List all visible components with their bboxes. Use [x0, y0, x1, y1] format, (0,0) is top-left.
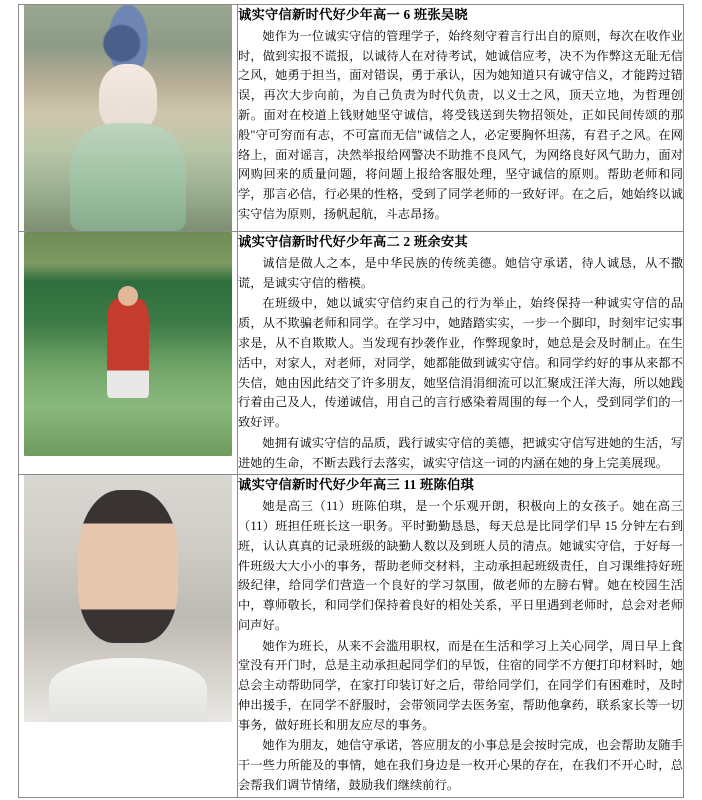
entry-paragraph: 她作为班长，从来不会滥用职权，而是在生活和学习上关心同学，周日早上食堂没有开门时，总是主动承担起同学们的早饭，住宿的同学不方便打印材料时，她总会主动帮助同学，在家打印装订好之后，带给同学们，在同学们有困难时，及时伸出援手，在同学不舒服时，会带领同学去医务室，帮助他拿药，联系家长等一切事务，做好班长和朋友应尽的事务。 — [238, 638, 683, 732]
entry-paragraph: 在班级中，她以诚实守信约束自己的行为举止，始终保持一种诚实守信的品质，从不欺骗老师和同学。在学习中，她踏踏实实，一步一个脚印，时刻牢记实事求是，从不自欺欺人。当发现有抄袭作业，作弊现象时，她总是会及时制止。在生活中，对家人，对老师，对同学，她都能做到诚实守信。和同学约好的事从来都不失信，她由因此结交了许多朋友，她坚信涓涓细流可以汇聚成汪洋大海，所以她践行着由己及人，传递诚信，用自己的言行感染着周围的每一个人，受到同学们的一致好评。 — [238, 296, 683, 430]
text-cell — [238, 5, 684, 232]
student-photo-chen-boqi — [24, 475, 232, 722]
photo-cell — [19, 475, 238, 797]
student-entries-table — [18, 4, 684, 798]
entry-title: 诚实守信新时代好少年高二 2 班余安其 — [238, 234, 468, 249]
entry-body — [238, 27, 683, 225]
entry-title: 诚实守信新时代好少年高一 6 班张吴晓 — [238, 7, 468, 22]
photo-cell — [19, 232, 238, 475]
student-photo-wu-xiao — [24, 5, 232, 231]
text-cell — [238, 475, 684, 797]
entry-body — [238, 497, 683, 795]
entry-title: 诚实守信新时代好少年高三 11 班陈伯琪 — [238, 477, 474, 493]
photo-cell — [19, 5, 238, 232]
entry-paragraph: 她拥有诚实守信的品质，践行诚实守信的美德，把诚实守信写进她的生活，写进她的生命，不断去践行去落实，诚实守信这一词的内涵在她的身上完美展现。 — [238, 435, 683, 470]
entry-body — [238, 254, 683, 473]
table-row — [19, 232, 684, 475]
entry-paragraph: 诚信是做人之本，是中华民族的传统美德。她信守承诺，待人诚恳，从不撒谎，是诚实守信的楷模。 — [238, 255, 683, 290]
entry-paragraph: 她作为朋友，她信守承诺，答应朋友的小事总是会按时完成，也会帮助友随手干一些力所能及的事情，她在我们身边是一枚开心果的存在，在我们不开心时，总会帮我们调节情绪，鼓励我们继续前行。 — [238, 738, 683, 793]
student-photo-yu-anqi — [24, 232, 232, 456]
table-row — [19, 475, 684, 797]
table-row — [19, 5, 684, 232]
entry-paragraph: 她是高三（11）班陈伯琪，是一个乐观开朗，积极向上的女孩子。她在高三（11）班担任班长这一职务。平时勤勤恳恳，每天总是比同学们早 15 分钟左右到班，认认真真的记录班级的缺勤人数以及到班人员的清点。她诚实守信，于好每一件班级大大小小的事务，帮助老师交材料，主动承担起班级责任，自习课维持好班级纪律，给同学们营造一个良好的学习氛围，做老师的左膀右臂。她在校园生活中，尊师敬长，和同学们保持着良好的相处关系，平日里遇到老师时，总会对老师问声好。 — [238, 499, 683, 632]
text-cell — [238, 232, 684, 475]
entry-paragraph: 她作为一位诚实守信的管理学子，始终刻守着言行出自的原则，每次在收作业时，做到实报不谎报，以诚待人在对待考试，她诚信应考，决不为作弊这无耻无信之风，她勇于担当，面对错误，勇于承认，因为她知道只有诚守信义，才能跨过错误，再次大步向前，为自己负责为时代负责，以义士之风，顶天立地，为哲理创新。面对在校道上钱财她坚守诚信，将受钱送到失物招领处，正如民间传颂的那般"守可穷而有志，不可富而无信"诚信之人，必定要胸怀坦荡，有君子之风。在网络上，面对谣言，决然举报给网警决不助推不良风气，为网络良好风气助力，面对网购回来的质量问题，将问题上报给客服处理，坚守诚信的原则。帮助老师和同学，那言必信，行必果的性格，受到了同学老师的一致好评。在之后，她始终以诚实守信为原则，扬帆起航，斗志昂扬。 — [238, 28, 683, 221]
